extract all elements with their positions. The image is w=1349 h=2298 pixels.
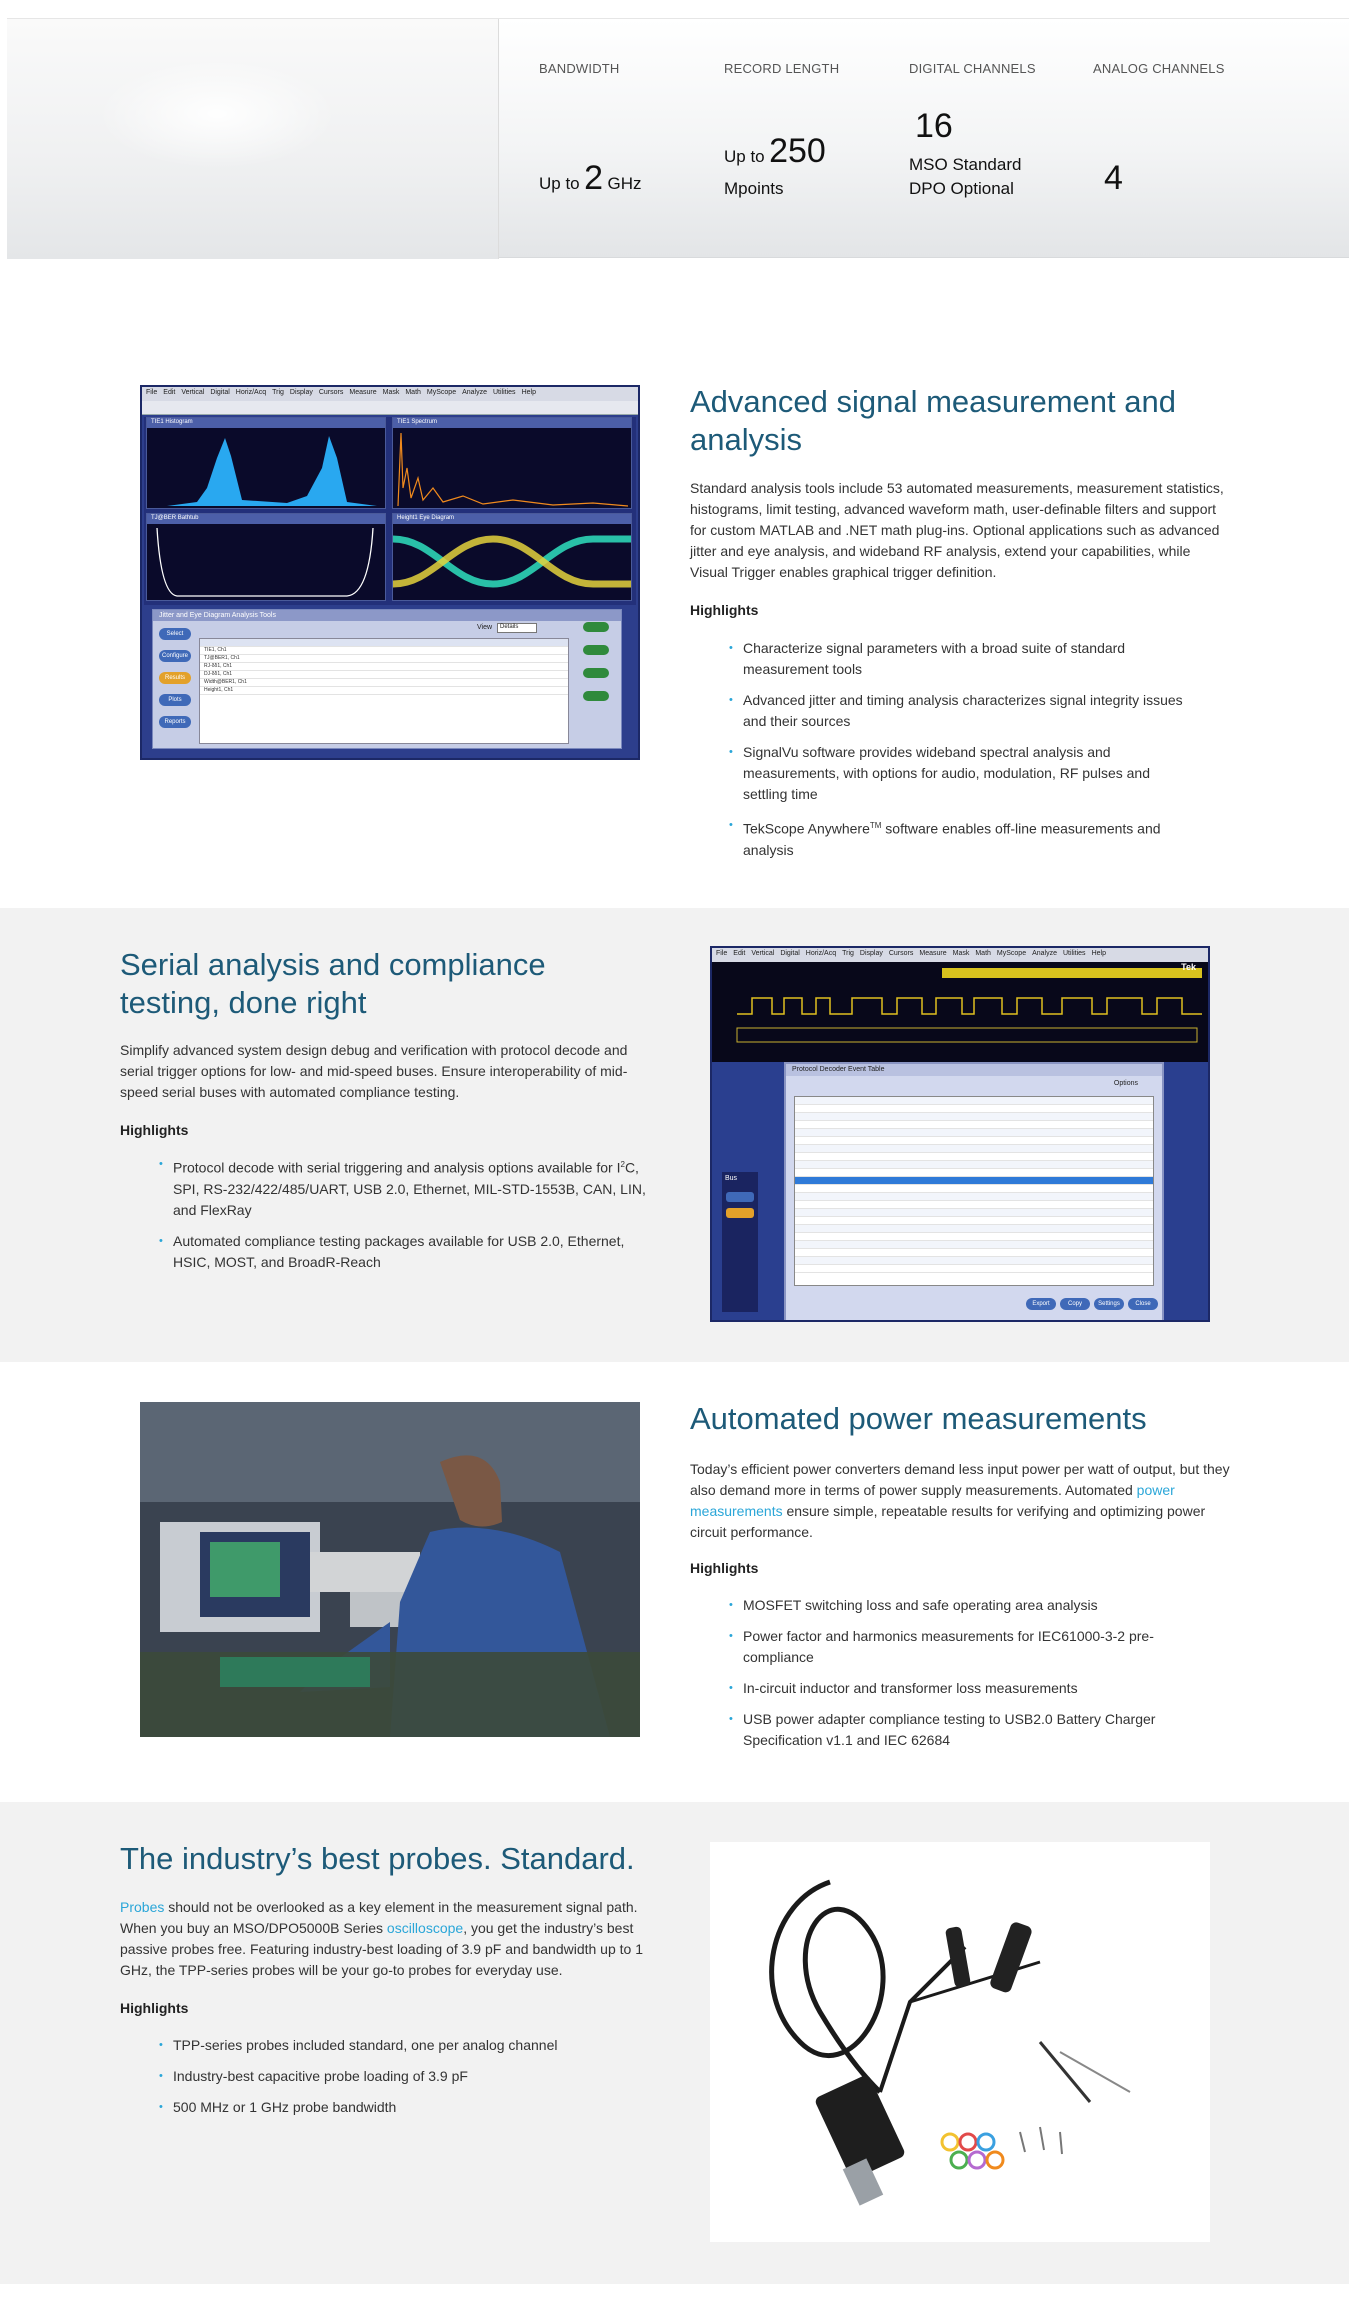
event-row[interactable] — [795, 1121, 1153, 1129]
table-row[interactable]: TJ@BER1, Ch1 — [200, 655, 568, 663]
event-row[interactable] — [795, 1249, 1153, 1257]
probes-body: Probes should not be overlooked as a key element in the measurement signal path. When you buy an MSO/DPO5000B Series oscilloscope, you get the industry’s best passive probes free. Featuring industry-best loading of 3.9 pF and bandwidth up to 1 GHz, the TPP-series probes will be your go-to probes for everyday use. — [120, 1899, 643, 1978]
event-table-button[interactable]: Export — [1026, 1298, 1056, 1310]
event-row[interactable] — [795, 1201, 1153, 1209]
oscilloscope-link[interactable]: oscilloscope — [386, 1920, 464, 1936]
serial-highlights-label: Highlights — [120, 1122, 189, 1138]
event-row[interactable] — [795, 1145, 1153, 1153]
menu-item[interactable]: Help — [521, 389, 536, 396]
serial-highlights-list — [159, 1154, 664, 1283]
highlight-item: • Characterize signal parameters with a broad suite of standard measurement tools — [729, 638, 1189, 680]
menu-item[interactable]: Horiz/Acq — [235, 389, 267, 396]
highlight-item: • Power factor and harmonics measurements for IEC61000-3-2 pre-compliance — [729, 1626, 1189, 1668]
spec-banner — [7, 18, 1349, 258]
menu-item[interactable]: Measure — [919, 950, 947, 957]
highlight-item: • Advanced jitter and timing analysis characterizes signal integrity issues and their sources — [729, 690, 1189, 732]
highlight-item: • MOSFET switching loss and safe operating area analysis — [729, 1595, 1189, 1616]
menu-item[interactable]: Analyze — [462, 389, 487, 396]
menu-item[interactable]: Vertical — [751, 950, 775, 957]
signal-title: Advanced signal measurement and analysis — [690, 384, 1176, 457]
menu-item[interactable]: File — [146, 389, 158, 396]
scope-lower-area — [712, 1062, 1208, 1320]
results-table — [199, 638, 569, 744]
probes-highlights-list — [159, 2035, 664, 2128]
menu-item[interactable]: File — [716, 950, 728, 957]
menu-item[interactable]: Math — [975, 950, 991, 957]
probes-link[interactable]: Probes — [120, 1899, 165, 1915]
event-row[interactable] — [795, 1241, 1153, 1249]
section-power-measurements — [0, 1362, 1349, 1802]
power-title: Automated power measurements — [690, 1401, 1147, 1436]
highlight-item: • Automated compliance testing packages available for USB 2.0, Ethernet, HSIC, MOST, and BroadR-Reach — [159, 1231, 664, 1273]
highlight-item: • TekScope Anywhere™ software enables off-line measurements and analysis — [729, 815, 1189, 861]
event-row[interactable] — [795, 1209, 1153, 1217]
table-row[interactable]: Height1, Ch1 — [200, 687, 568, 695]
signal-body: Standard analysis tools include 53 automated measurements, measurement statistics, histograms, limit testing, advanced waveform math, user-definable filters and support for custom MATLAB and .NET math plug-ins. Optional applications such as advanced jitter and eye analysis, and wideband RF analysis, extend your capabilities, while Visual Trigger enables graphical trigger definition. — [690, 480, 1224, 580]
spec-record-length — [724, 19, 904, 259]
menu-item[interactable]: Measure — [349, 389, 377, 396]
spec-line: DPO Optional — [909, 179, 1014, 198]
highlight-item: • Industry-best capacitive probe loading of 3.9 pF — [159, 2066, 664, 2087]
event-row[interactable] — [795, 1225, 1153, 1233]
event-row[interactable] — [795, 1193, 1153, 1201]
event-row[interactable] — [795, 1265, 1153, 1273]
waveform-area — [712, 962, 1208, 1062]
panel-side-button[interactable]: Plots — [159, 694, 191, 706]
table-header — [200, 639, 568, 647]
analysis-tools-panel: Jitter and Eye Diagram Analysis Tools Select Configure Results Plots Reports View Details TIE1, Ch1 TJ@BER1, Ch1 RJ-δδ1, Ch1 DJ-δδ1, Ch1 Width@BER1, Ch1 Height1, Ch1 — [152, 609, 622, 749]
probe-photo-graphic — [710, 1842, 1210, 2242]
event-row[interactable] — [795, 1177, 1153, 1185]
event-row[interactable] — [795, 1257, 1153, 1265]
signal-highlights-list — [729, 638, 1189, 871]
spec-line: MSO Standard — [909, 155, 1022, 174]
highlight-item: • SignalVu software provides wideband spectral analysis and measurements, with options for audio, modulation, RF pulses and settling time — [729, 742, 1189, 805]
spec-value: 4 — [1104, 159, 1123, 197]
section-serial-analysis — [0, 908, 1349, 1362]
scope-menubar — [142, 387, 638, 401]
event-row[interactable] — [795, 1185, 1153, 1193]
menu-item[interactable]: Trig — [842, 950, 854, 957]
histogram-plot: TIE1 Histogram — [146, 417, 386, 509]
section-probes — [0, 1802, 1349, 2284]
spec-unit: Mpoints — [724, 179, 784, 198]
menu-item[interactable]: Edit — [733, 950, 746, 957]
event-table — [794, 1096, 1154, 1286]
spec-label: ANALOG CHANNELS — [1093, 61, 1225, 76]
panel-side-button[interactable]: Results — [159, 672, 191, 684]
probes-title: The industry’s best probes. Standard. — [120, 1841, 635, 1876]
spectrum-graphic — [393, 428, 631, 508]
menu-item[interactable]: MyScope — [996, 950, 1027, 957]
event-row[interactable] — [795, 1169, 1153, 1177]
table-row[interactable]: TIE1, Ch1 — [200, 647, 568, 655]
menu-item[interactable]: Vertical — [181, 389, 205, 396]
event-row[interactable] — [795, 1217, 1153, 1225]
bathtub-plot: TJ@BER Bathtub — [146, 513, 386, 601]
table-row[interactable]: RJ-δδ1, Ch1 — [200, 663, 568, 671]
menu-item[interactable]: Edit — [163, 389, 176, 396]
power-highlights-list — [729, 1595, 1189, 1761]
spec-analog-channels — [1093, 19, 1273, 259]
section-signal-analysis — [0, 258, 1349, 908]
panel-side-button[interactable]: Configure — [159, 650, 191, 662]
menu-item[interactable]: Display — [859, 950, 883, 957]
serial-title: Serial analysis and compliance testing, done right — [120, 947, 546, 1020]
highlight-item: • 500 MHz or 1 GHz probe bandwidth — [159, 2097, 664, 2118]
engineer-photo-graphic — [140, 1402, 640, 1737]
menu-item[interactable]: Digital — [210, 389, 230, 396]
panel-side-button[interactable]: Reports — [159, 716, 191, 728]
event-table-button[interactable]: Close — [1128, 1298, 1158, 1310]
power-measurements-link[interactable]: power measurements — [690, 1482, 1175, 1519]
menu-item[interactable]: Mask — [952, 950, 970, 957]
spec-value: Up to 250 — [724, 132, 826, 170]
menu-item[interactable]: MyScope — [426, 389, 457, 396]
eye-diagram-plot: Height1 Eye Diagram — [392, 513, 632, 601]
menu-item[interactable]: Cursors — [318, 389, 344, 396]
menu-item[interactable]: Math — [405, 389, 421, 396]
eye-diagram-graphic — [393, 524, 631, 600]
probe-photo — [710, 1842, 1210, 2242]
probes-highlights-label: Highlights — [120, 2000, 189, 2016]
jitter-analysis-screenshot — [140, 385, 640, 760]
event-row[interactable] — [795, 1113, 1153, 1121]
event-table-button[interactable]: Settings — [1094, 1298, 1124, 1310]
spectrum-plot: TIE1 Spectrum — [392, 417, 632, 509]
serial-body: Simplify advanced system design debug and verification with protocol decode and serial trigger options for low- and mid-speed buses. Ensure interoperability of mid-speed serial buses with automated compliance testing. — [120, 1042, 628, 1100]
event-row[interactable] — [795, 1097, 1153, 1105]
protocol-decode-screenshot: File Edit Vertical Digital Horiz/Acq Trig Display Cursors Measure Mask Math MyScope Analyze Utilities Help Bus Protocol Decoder Event Table Options Export Copy Settings Close Tek — [710, 946, 1210, 1322]
highlight-item: • USB power adapter compliance testing to USB2.0 Battery Charger Specification v1.1 and IEC 62684 — [729, 1709, 1189, 1751]
menu-item[interactable]: Horiz/Acq — [805, 950, 837, 957]
event-row[interactable] — [795, 1153, 1153, 1161]
highlight-item: • TPP-series probes included standard, one per analog channel — [159, 2035, 664, 2056]
event-row[interactable] — [795, 1233, 1153, 1241]
plot-area — [144, 417, 636, 605]
spec-bandwidth — [539, 19, 719, 259]
panel-side-button[interactable]: Select — [159, 628, 191, 640]
menu-item[interactable]: Help — [1091, 950, 1106, 957]
spec-digital-channels — [909, 19, 1089, 259]
menu-item[interactable]: Digital — [780, 950, 800, 957]
event-row[interactable] — [795, 1129, 1153, 1137]
bus-panel: Bus — [722, 1172, 758, 1312]
histogram-graphic — [147, 428, 385, 508]
engineer-photo — [140, 1402, 640, 1737]
spec-label: DIGITAL CHANNELS — [909, 61, 1036, 76]
event-row[interactable] — [795, 1137, 1153, 1145]
view-select[interactable]: Details — [497, 623, 537, 633]
signal-highlights-label: Highlights — [690, 602, 759, 618]
menu-item[interactable]: Cursors — [888, 950, 914, 957]
menu-item[interactable]: Mask — [382, 389, 400, 396]
event-row[interactable] — [795, 1161, 1153, 1169]
serial-waveform — [712, 962, 1208, 1062]
menu-item[interactable]: Analyze — [1032, 950, 1057, 957]
spec-banner-image — [7, 19, 499, 259]
spec-value: 16 — [915, 107, 953, 145]
scope-menubar — [712, 948, 1208, 962]
scope-toolbar — [142, 401, 638, 415]
table-row[interactable]: DJ-δδ1, Ch1 — [200, 671, 568, 679]
highlight-item: • Protocol decode with serial triggering and analysis options available for $I^2C$, SPI, RS-232/422/485/UART, USB 2.0, Ethernet, MIL-STD-1553B, CAN, LIN, and FlexRay — [159, 1154, 664, 1221]
event-row[interactable] — [795, 1105, 1153, 1113]
highlight-item: • In-circuit inductor and transformer loss measurements — [729, 1678, 1189, 1699]
spec-label: RECORD LENGTH — [724, 61, 840, 76]
menu-item[interactable]: Display — [289, 389, 313, 396]
bathtub-graphic — [147, 524, 385, 600]
menu-item[interactable]: Utilities — [1063, 950, 1086, 957]
event-table-button[interactable]: Copy — [1060, 1298, 1090, 1310]
power-highlights-label: Highlights — [690, 1560, 759, 1576]
menu-item[interactable]: Trig — [272, 389, 284, 396]
table-row[interactable]: Width@BER1, Ch1 — [200, 679, 568, 687]
menu-item[interactable]: Utilities — [493, 389, 516, 396]
spec-label: BANDWIDTH — [539, 61, 620, 76]
spec-value: Up to 2 GHz — [539, 159, 642, 197]
event-table-dialog: Protocol Decoder Event Table Options Export Copy Settings Close — [784, 1062, 1164, 1322]
power-body: Today’s efficient power converters demand less input power per watt of output, but they also demand more in terms of power supply measurements. Automated power measurements ensure simple, repeatable results for verifying and optimizing power circuit performance. — [690, 1461, 1230, 1540]
